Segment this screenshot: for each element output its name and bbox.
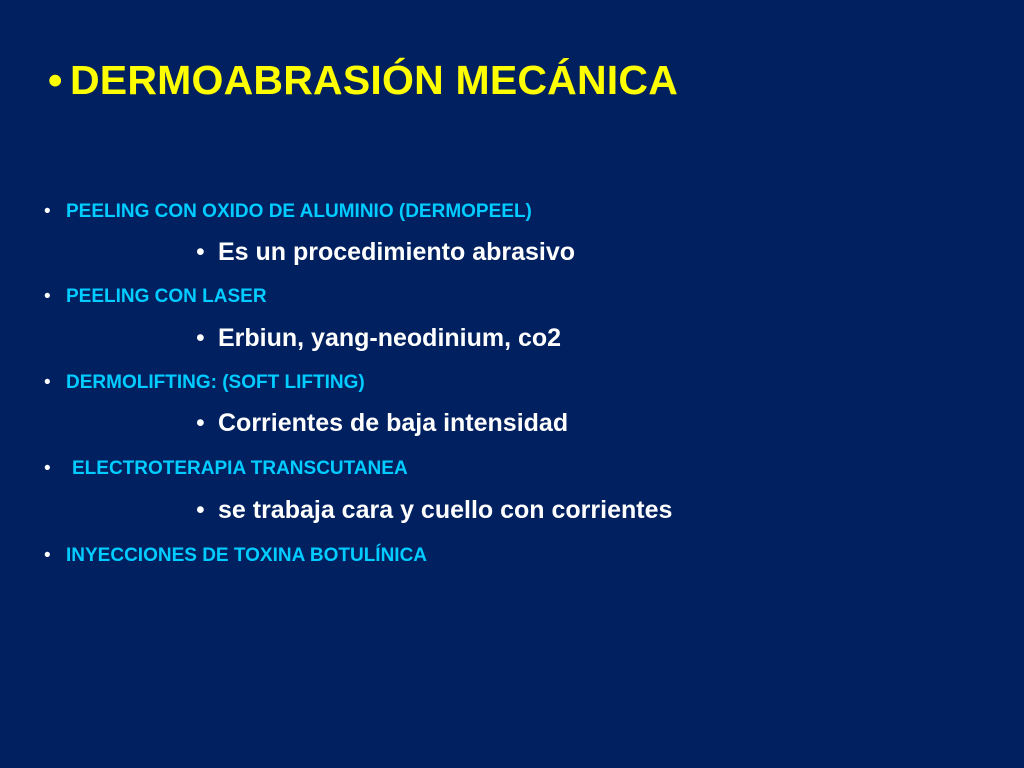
slide-title	[48, 52, 678, 108]
slide-title-text: DERMOABRASIÓN MECÁNICA	[70, 57, 679, 103]
bullet-icon: •	[44, 458, 51, 479]
title-bullet: •	[48, 57, 63, 103]
sub-list-item-label: Es un procedimiento abrasivo	[218, 238, 576, 266]
sub-list-item	[196, 322, 561, 354]
sub-list-item	[196, 494, 672, 526]
list-item	[44, 456, 408, 482]
bullet-icon: •	[44, 372, 51, 393]
bullet-icon: •	[44, 545, 51, 566]
bullet-icon: •	[44, 201, 51, 222]
list-item-label: DERMOLIFTING: (SOFT LIFTING)	[66, 372, 365, 393]
sub-list-item	[196, 236, 575, 268]
list-item-label: PEELING CON LASER	[66, 286, 267, 307]
list-item	[44, 199, 532, 225]
list-item	[44, 543, 427, 569]
sub-list-item-label: Corrientes de baja intensidad	[218, 409, 569, 437]
list-item	[44, 284, 267, 310]
sub-list-item-label: Erbiun, yang-neodinium, co2	[218, 324, 562, 352]
bullet-icon: •	[196, 238, 205, 266]
sub-list-item-label: se trabaja cara y cuello con corrientes	[218, 496, 673, 524]
bullet-icon: •	[196, 409, 205, 437]
list-item-label: ELECTROTERAPIA TRANSCUTANEA	[72, 458, 408, 479]
bullet-icon: •	[44, 286, 51, 307]
bullet-icon: •	[196, 496, 205, 524]
sub-list-item	[196, 407, 568, 439]
bullet-icon: •	[196, 324, 205, 352]
list-item	[44, 370, 365, 396]
list-item-label: INYECCIONES DE TOXINA BOTULÍNICA	[66, 545, 428, 566]
list-item-label: PEELING CON OXIDO DE ALUMINIO (DERMOPEEL)	[66, 201, 532, 222]
